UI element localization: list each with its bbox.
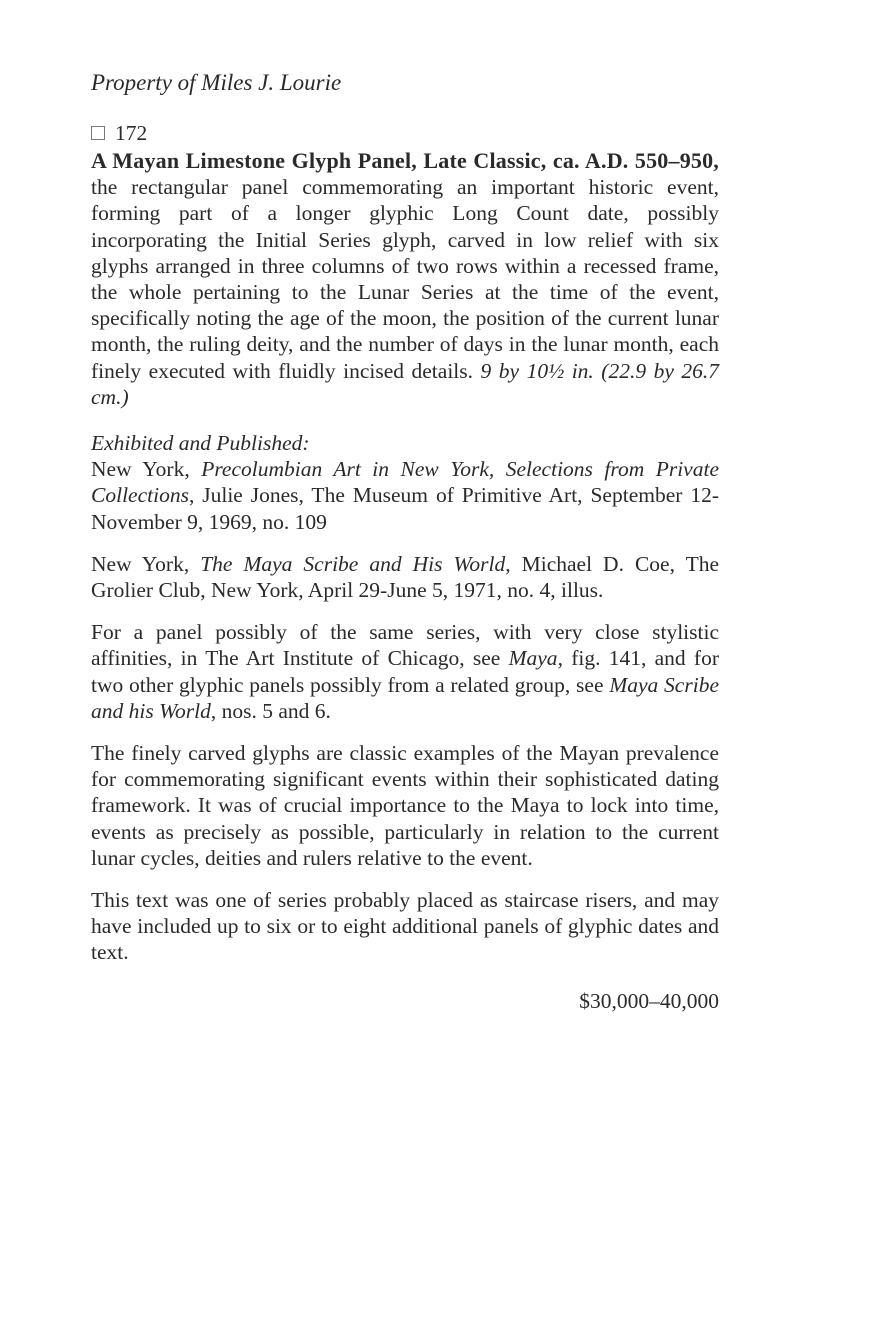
comparison-ref-2: Maya Scribe and his World — [91, 672, 719, 723]
exhibition-entry-2-suffix: , Michael D. Coe, The Grolier Club, New York, April 29-June 5, 1971, no. 4, illus. — [91, 551, 719, 603]
exhibition-entry-2-title: The Maya Scribe and His World — [200, 551, 506, 576]
price-estimate: $30,000–40,000 — [579, 988, 719, 1013]
comparison-text-2: , fig. 141, and for two other glyphic panels possibly from a related group, see — [91, 646, 719, 697]
exhibited-heading: Exhibited and Published: — [91, 431, 310, 456]
exhibition-entry-2-prefix: New York, — [91, 551, 201, 576]
exhibition-entry-1-title: Precolumbian Art in New York, Selections from Private Collections — [91, 457, 719, 508]
glyphs-paragraph: The finely carved glyphs are classic examples of the Mayan prevalence for commemorating significant events within their sophisticated dating framework. It was of crucial importance to the Maya to lock into time, events as precisely as possible, particularly in relation to the current lunar cycles, deities and rulers relative to the event. — [91, 741, 719, 870]
exhibition-entry-1 — [91, 456, 719, 535]
lot-dimensions: 9 by 10½ in. (22.9 by 26.7 cm.) — [91, 358, 719, 409]
exhibition-entry-1-suffix: , Julie Jones, The Museum of Primitive Art, September 12-November 9, 1969, no. 109 — [91, 483, 719, 534]
comparison-text-1: For a panel possibly of the same series, with very close stylistic affinities, in The Art Institute of Chicago, see — [91, 620, 719, 671]
lot-checkbox[interactable] — [91, 126, 105, 140]
comparison-ref-1: Maya — [508, 646, 558, 671]
catalogue-page — [91, 68, 719, 1014]
staircase-paragraph: This text was one of series probably placed as staircase risers, and may have included up to six or to eight additional panels of glyphic dates and text. — [91, 888, 719, 965]
exhibition-entry-1-prefix: New York, — [91, 457, 202, 482]
comparison-text-3: , nos. 5 and 6. — [210, 698, 331, 723]
provenance-line: Property of Miles J. Lourie — [91, 70, 342, 95]
lot-title: A Mayan Limestone Glyph Panel, Late Classic, ca. A.D. 550–950, — [91, 148, 719, 173]
lot-number: 172 — [115, 121, 148, 145]
lot-description — [91, 148, 719, 410]
lot-description-text: the rectangular panel commemorating an important historic event, forming part of a longer glyphic Long Count date, possibly incorporating the Initial Series glyph, carved in low relief with six glyphs arranged in three columns of two rows within a recessed frame, the whole pertaining to the Lunar Series at the time of the event, specifically noting the age of the moon, the position of the current lunar month, the ruling deity, and the number of days in the lunar month, each finely executed with fluidly incised details. — [91, 175, 719, 383]
comparison-paragraph — [91, 619, 719, 724]
exhibition-entry-2 — [91, 551, 719, 603]
lot-header — [91, 120, 719, 146]
